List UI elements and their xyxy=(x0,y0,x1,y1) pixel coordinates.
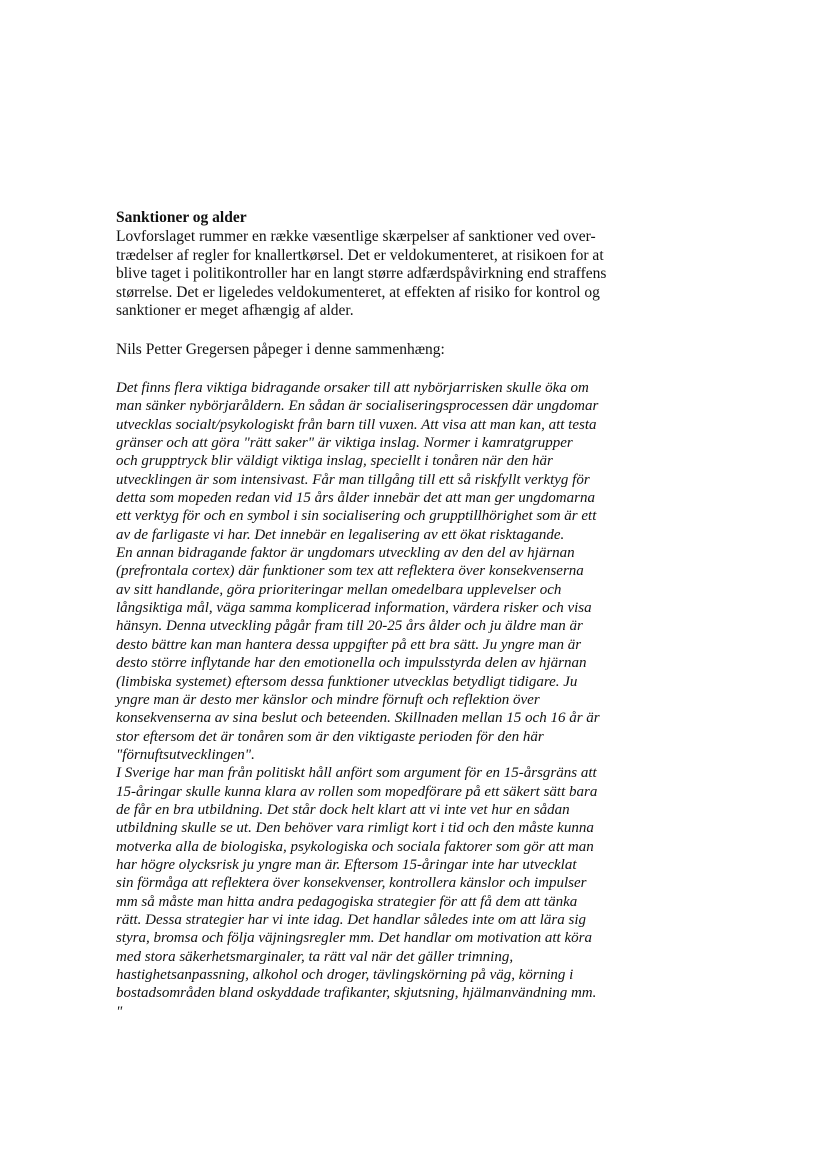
quote-line: stor eftersom det är tonåren som är den viktigaste perioden för den här xyxy=(116,728,544,745)
quote-line: av de farligaste vi har. Det innebär en legalisering av ett ökat risktagande. xyxy=(116,526,565,543)
quote-paragraph xyxy=(116,379,656,1021)
quote-line: desto bättre kan man hantera dessa uppgifter på ett bra sätt. Ju yngre man är xyxy=(116,636,582,653)
intro-line: sanktioner er meget afhængig af alder. xyxy=(116,302,354,319)
intro-line: trædelser af regler for knallertkørsel. Det er veldokumenteret, at risikoen for at xyxy=(116,246,604,264)
quote-line: (limbiska systemet) eftersom dessa funktioner utvecklas betydligt tidigare. Ju xyxy=(116,673,578,690)
quote-line: utvecklingen är som intensivast. Får man tillgång till ett så riskfyllt verktyg för xyxy=(116,471,590,488)
citation-intro-paragraph xyxy=(116,341,656,360)
quote-line: långsiktiga mål, väga samma komplicerad information, värdera risker och visa xyxy=(116,600,592,617)
quote-line: gränser och att göra "rätt saker" är viktiga inslag. Normer i kamratgrupper xyxy=(116,435,573,452)
quote-line: utbildning skulle se ut. Den behöver vara rimligt kort i tid och den måste kunna xyxy=(116,820,594,837)
quote-line: I Sverige har man från politiskt håll anfört som argument för en 15-årsgräns att xyxy=(116,765,597,782)
quote-line: utvecklas socialt/psykologiskt från barn till vuxen. Att visa att man kan, att testa xyxy=(116,416,597,433)
quote-line: har högre olycksrisk ju yngre man är. Eftersom 15-åringar inte har utvecklat xyxy=(116,856,577,873)
quote-line: med stora säkerhetsmarginaler, ta rätt val när det gäller trimning, xyxy=(116,948,514,965)
document-body xyxy=(116,208,656,1021)
quote-line: de får en bra utbildning. Det står dock helt klart att vi inte vet hur en sådan xyxy=(116,801,570,818)
quote-line: En annan bidragande faktor är ungdomars utveckling av den del av hjärnan xyxy=(116,545,575,562)
quote-line: motverka alla de biologiska, psykologiska och sociala faktorer som gör att man xyxy=(116,838,594,855)
intro-line: størrelse. Det er ligeledes veldokumenteret, at effekten af risiko for kontrol og xyxy=(116,283,600,301)
quote-line: man sänker nybörjaråldern. En sådan är socialiseringsprocessen där ungdomar xyxy=(116,398,599,415)
quote-line: "förnuftsutvecklingen". xyxy=(116,746,255,763)
quote-line: sin förmåga att reflektera över konsekvenser, kontrollera känslor och impulser xyxy=(116,875,587,892)
quote-line: 15-åringar skulle kunna klara av rollen som mopedförare på ett säkert sätt bara xyxy=(116,783,598,800)
quote-line: hänsyn. Denna utveckling pågår fram till 20-25 års ålder och ju äldre man är xyxy=(116,618,583,635)
quote-line: " xyxy=(116,1003,123,1020)
quote-line: och grupptryck blir väldigt viktiga inslag, speciellt i tonåren när den här xyxy=(116,453,553,470)
quote-line: mm så måste man hitta andra pedagogiska strategier för att få dem att tänka xyxy=(116,893,578,910)
quote-line: Det finns flera viktiga bidragande orsaker till att nybörjarrisken skulle öka om xyxy=(116,380,589,396)
quote-line: hastighetsanpassning, alkohol och droger, tävlingskörning på väg, körning i xyxy=(116,967,574,983)
quote-line: ett verktyg för och en symbol i sin socialisering och grupptillhörighet som är ett xyxy=(116,508,597,525)
quote-line: yngre man är desto mer känslor och mindre förnuft och reflektion över xyxy=(116,691,540,708)
section-heading: Sanktioner og alder xyxy=(116,209,247,226)
quote-line: rätt. Dessa strategier har vi inte idag. Det handlar således inte om att lära sig xyxy=(116,911,586,928)
intro-line: Lovforslaget rummer en række væsentlige skærpelser af sanktioner ved over- xyxy=(116,228,596,245)
quote-line: av sitt handlande, göra prioriteringar mellan omedelbara upplevelser och xyxy=(116,581,562,598)
quote-line: konsekvenserna av sina beslut och beteenden. Skillnaden mellan 15 och 16 år är xyxy=(116,710,600,727)
citation-intro: Nils Petter Gregersen påpeger i denne sammenhæng: xyxy=(116,340,445,358)
intro-line: blive taget i politikontroller har en langt større adfærdspåvirkning end straffens xyxy=(116,265,607,282)
quote-line: desto större inflytande har den emotionella och impulsstyrda delen av hjärnan xyxy=(116,655,587,672)
quote-line: (prefrontala cortex) där funktioner som tex att reflektera över konsekvenserna xyxy=(116,563,584,580)
quote-line: bostadsområden bland oskyddade trafikanter, skjutsning, hjälmanvändning mm. xyxy=(116,985,597,1002)
intro-paragraph xyxy=(116,228,656,321)
quote-line: styra, bromsa och följa väjningsregler mm. Det handlar om motivation att köra xyxy=(116,930,592,947)
quote-line: detta som mopeden redan vid 15 års ålder innebär det att man ger ungdomarna xyxy=(116,490,595,507)
